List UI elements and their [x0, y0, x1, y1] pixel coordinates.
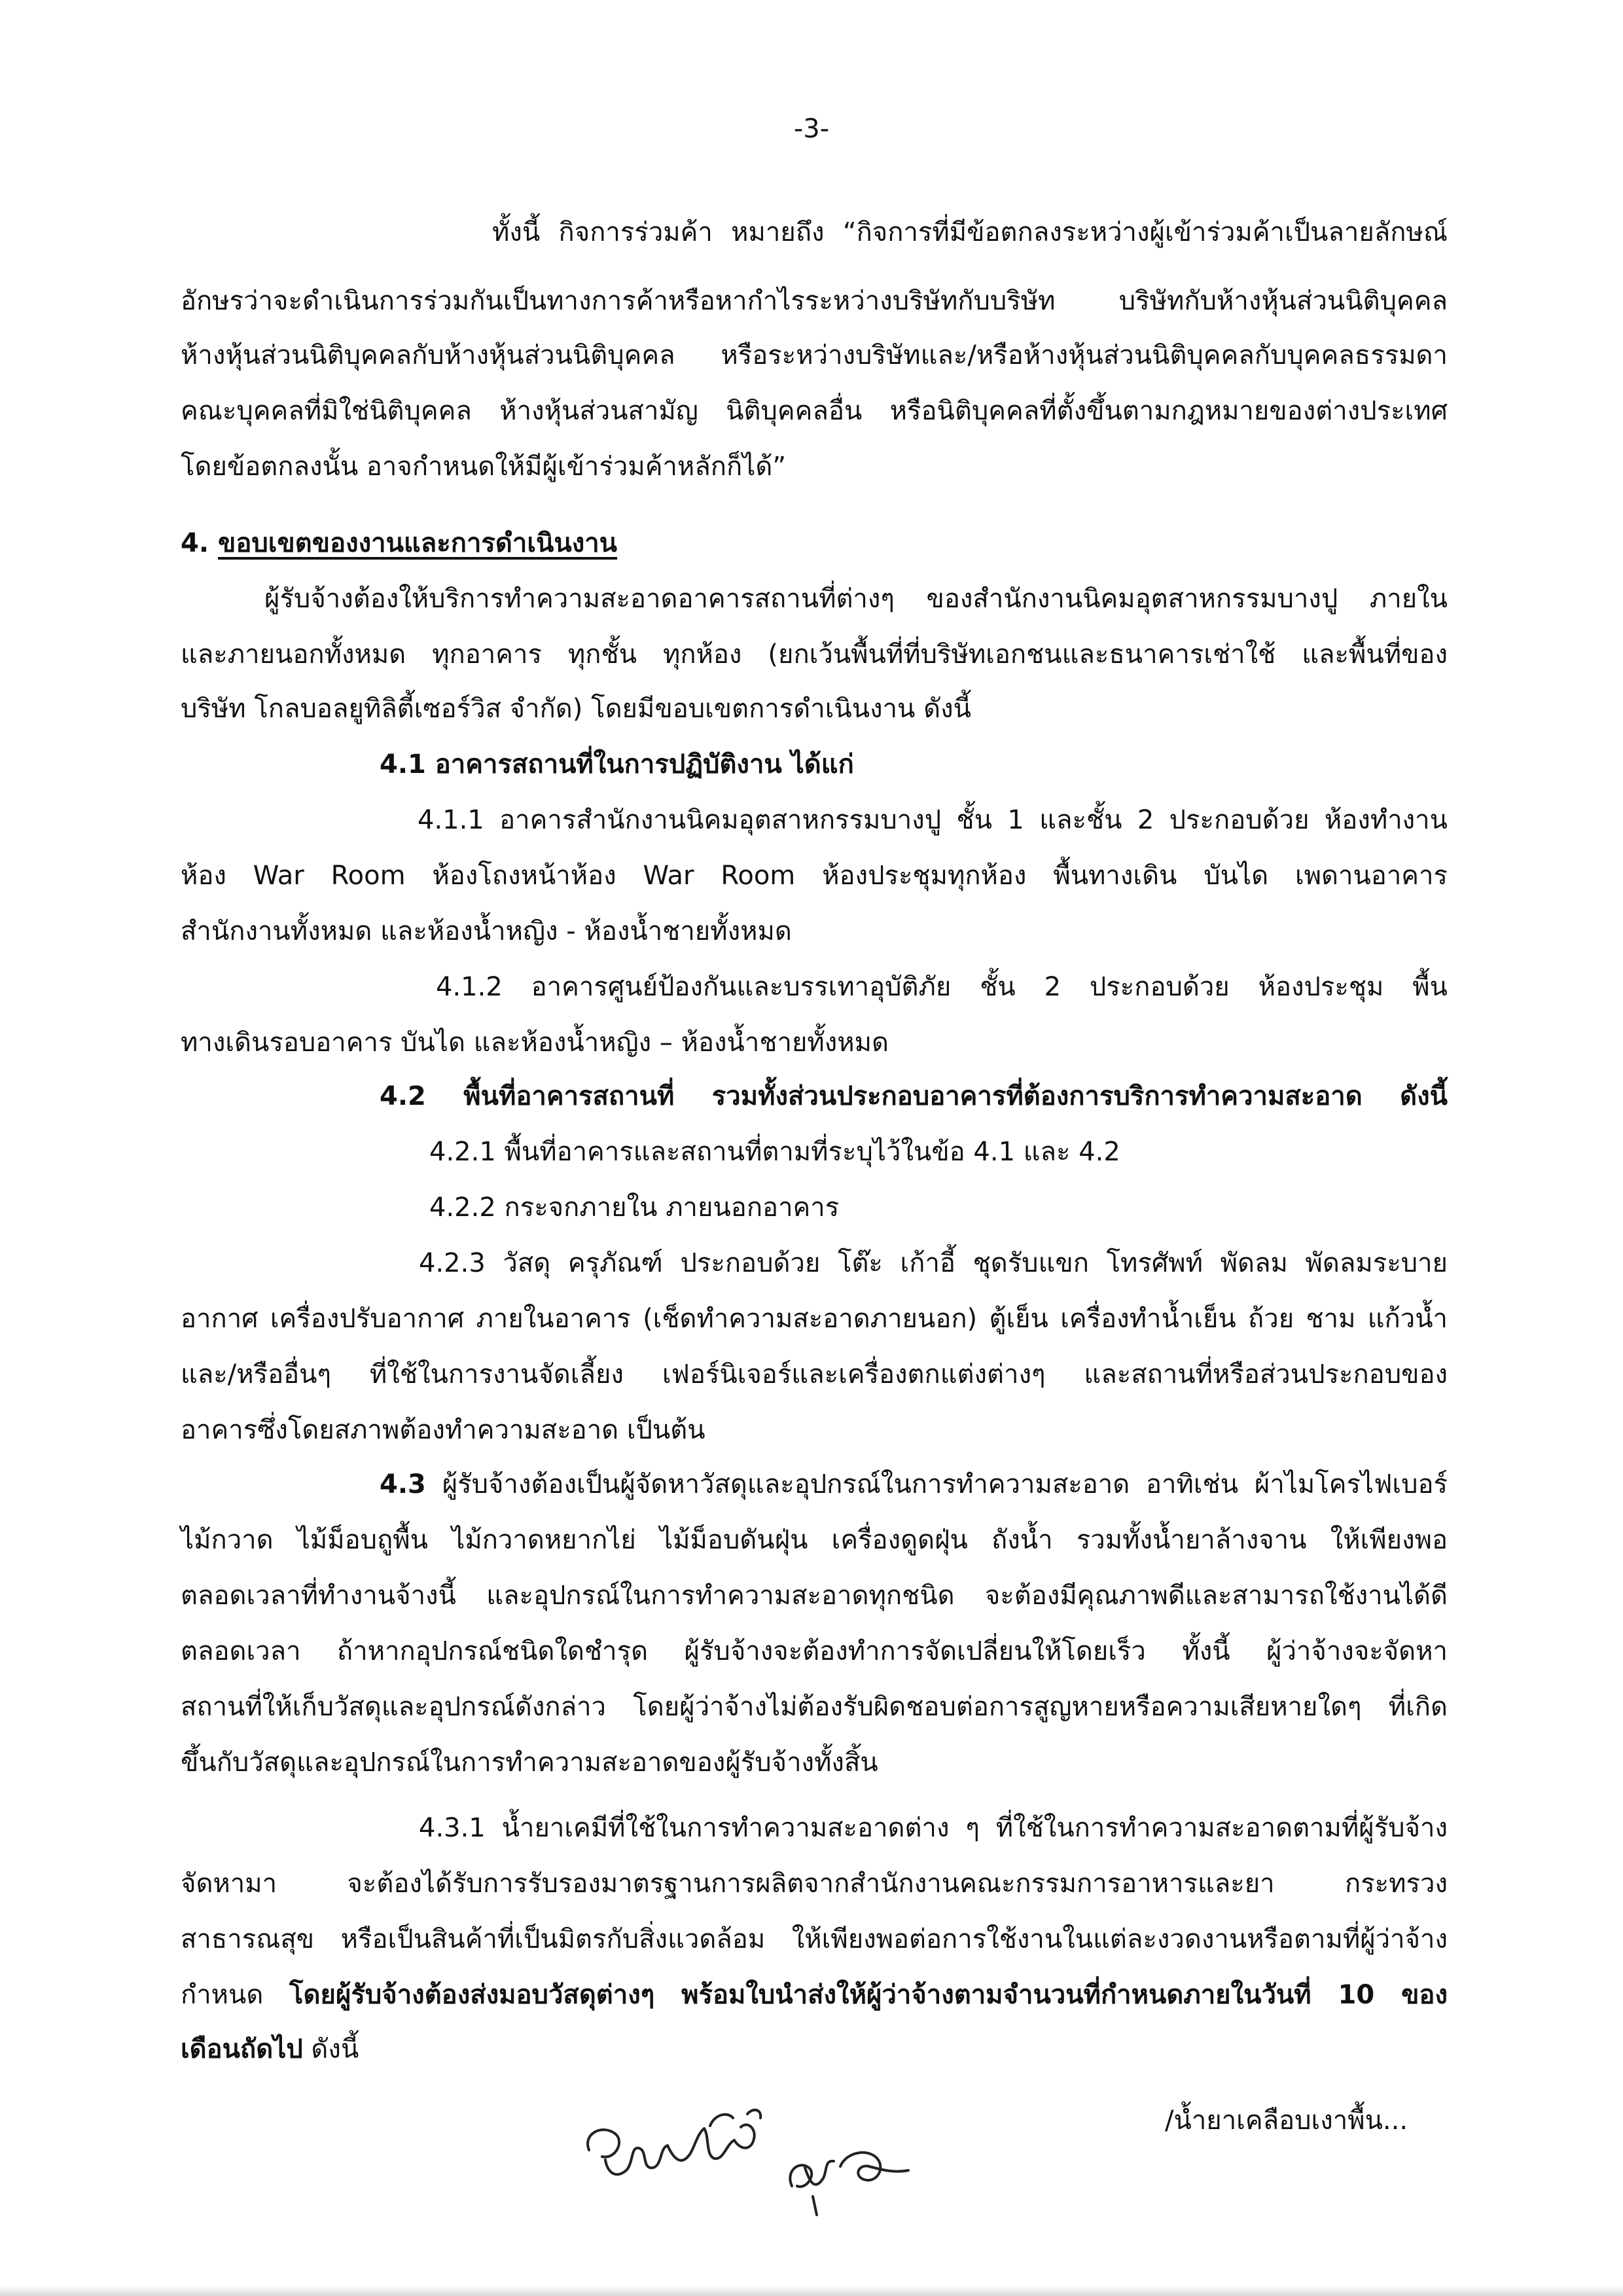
section-4-1-1-line-2: ห้อง War Room ห้องโถงหน้าห้อง War Room ห้องประชุมทุกห้อง พื้นทางเดิน บันได เพดานอาคาร [181, 861, 1448, 891]
section-4-intro-line-3: บริษัท โกลบอลยูทิลิตี้เซอร์วิส จำกัด) โดยมีขอบเขตการดำเนินงาน ดังนี้ [181, 694, 971, 724]
section-4-3-1-line-4 [181, 1979, 1448, 2011]
definition-line-2: อักษรว่าจะดำเนินการร่วมกันเป็นทางการค้าหรือหากำไรระหว่างบริษัทกับบริษัท บริษัทกับห้างหุ้นส่วนนิติบุคคล [181, 286, 1448, 316]
section-4-3-line-3: ตลอดเวลาที่ทำงานจ้างนี้ และอุปกรณ์ในการทำความสะอาดทุกชนิด จะต้องมีคุณภาพดีและสามารถใช้งานได้ดี [181, 1581, 1448, 1611]
handwritten-signatures [576, 2088, 916, 2219]
section-4-3-1-line-2: จัดหามา จะต้องได้รับการรับรองมาตรฐานการผลิตจากสำนักงานคณะกรรมการอาหารและยา กระทรวง [181, 1869, 1448, 1899]
section-4-heading [181, 527, 617, 560]
definition-line-1: ทั้งนี้ กิจการร่วมค้า หมายถึง “กิจการที่มีข้อตกลงระหว่างผู้เข้าร่วมค้าเป็นลายลักษณ์ [492, 217, 1448, 247]
section-4-3-line-4: ตลอดเวลา ถ้าหากอุปกรณ์ชนิดใดชำรุด ผู้รับจ้างจะต้องทำการจัดเปลี่ยนให้โดยเร็ว ทั้งนี้ ผู้ว่าจ้างจะจัดหา [181, 1636, 1448, 1666]
section-4-intro-line-1: ผู้รับจ้างต้องให้บริการทำความสะอาดอาคารสถานที่ต่างๆ ของสำนักงานนิคมอุตสาหกรรมบางปู ภายใน [264, 584, 1448, 614]
section-4-1-2-line-1: 4.1.2 อาคารศูนย์ป้องกันและบรรเทาอุบัติภัย ชั้น 2 ประกอบด้วย ห้องประชุม พื้น [436, 972, 1448, 1002]
scan-bottom-edge [0, 2286, 1623, 2296]
section-4-2-2: 4.2.2 กระจกภายใน ภายนอกอาคาร [429, 1193, 840, 1223]
section-4-3-line-1-text: ผู้รับจ้างต้องเป็นผู้จัดหาวัสดุและอุปกรณ์ในการทำความสะอาด อาทิเช่น ผ้าไมโครไฟเบอร์ [425, 1469, 1448, 1499]
section-4-3-1-line-1: 4.3.1 น้ำยาเคมีที่ใช้ในการทำความสะอาดต่าง ๆ ที่ใช้ในการทำความสะอาดตามที่ผู้รับจ้าง [419, 1813, 1448, 1843]
section-4-2-1: 4.2.1 พื้นที่อาคารและสถานที่ตามที่ระบุไว้ในข้อ 4.1 และ 4.2 [429, 1137, 1120, 1167]
section-4-2-3-line-2: อากาศ เครื่องปรับอากาศ ภายในอาคาร (เช็ดทำความสะอาดภายนอก) ตู้เย็น เครื่องทำน้ำเย็น ถ้วย ชาม แก้วน้ำ [181, 1304, 1448, 1334]
section-4-3-1-line-3: สาธารณสุข หรือเป็นสินค้าที่เป็นมิตรกับสิ่งแวดล้อม ให้เพียงพอต่อการใช้งานในแต่ละงวดงานหรือตามที่ผู้ว่าจ้าง [181, 1924, 1448, 1954]
section-4-3-1-line-5-plain: ดังนี้ [302, 2034, 359, 2064]
section-4-2-3-line-4: อาคารซึ่งโดยสภาพต้องทำความสะอาด เป็นต้น [181, 1415, 705, 1445]
section-4-3-line-6: ขึ้นกับวัสดุและอุปกรณ์ในการทำความสะอาดของผู้รับจ้างทั้งสิ้น [181, 1748, 878, 1778]
page-number: -3- [793, 114, 830, 144]
section-4-1-2-line-2: ทางเดินรอบอาคาร บันได และห้องน้ำหญิง – ห้องน้ำชายทั้งหมด [181, 1028, 889, 1058]
section-4-2-3-line-1: 4.2.3 วัสดุ ครุภัณฑ์ ประกอบด้วย โต๊ะ เก้าอี้ ชุดรับแขก โทรศัพท์ พัดลม พัดลมระบาย [419, 1248, 1448, 1278]
section-4-3-1-line-5-bold: เดือนถัดไป [181, 2034, 303, 2064]
section-4-1-1-line-1: 4.1.1 อาคารสำนักงานนิคมอุตสาหกรรมบางปู ชั้น 1 และชั้น 2 ประกอบด้วย ห้องทำงาน [418, 805, 1448, 835]
section-4-3-line-2: ไม้กวาด ไม้ม็อบถูพื้น ไม้กวาดหยากไย่ ไม้ม็อบดันฝุ่น เครื่องดูดฝุ่น ถังน้ำ รวมทั้งน้ำยาล้างจาน ให้เพียงพอ [181, 1525, 1448, 1555]
continuation-text: /น้ำยาเคลือบเงาพื้น... [1165, 2106, 1408, 2136]
section-4-3-number: 4.3 [380, 1469, 426, 1499]
section-4-3-1-line-4-plain: กำหนด [181, 1980, 290, 2010]
section-4-1-heading: 4.1 อาคารสถานที่ในการปฏิบัติงาน ได้แก่ [380, 749, 854, 780]
section-4-title: ขอบเขตของงานและการดำเนินงาน [217, 528, 618, 558]
section-4-intro-line-2: และภายนอกทั้งหมด ทุกอาคาร ทุกชั้น ทุกห้อง (ยกเว้นพื้นที่ที่บริษัทเอกชนและธนาคารเช่าใช้ และพื้นที่ของ [181, 639, 1448, 670]
definition-line-5: โดยข้อตกลงนั้น อาจกำหนดให้มีผู้เข้าร่วมค้าหลักก็ได้” [181, 452, 787, 482]
section-4-number: 4. [181, 528, 209, 558]
signature-1 [588, 2110, 760, 2174]
section-4-2-heading: 4.2 พื้นที่อาคารสถานที่ รวมทั้งส่วนประกอบอาคารที่ต้องการบริการทำความสะอาด ดังนี้ [380, 1081, 1448, 1111]
signature-2 [790, 2153, 908, 2215]
section-4-1-1-line-3: สำนักงานทั้งหมด และห้องน้ำหญิง - ห้องน้ำชายทั้งหมด [181, 916, 792, 946]
section-4-3-1-line-4-bold: โดยผู้รับจ้างต้องส่งมอบวัสดุต่างๆ พร้อมใบนำส่งให้ผู้ว่าจ้างตามจำนวนที่กำหนดภายในวันที่ 10 ของ [289, 1980, 1448, 2010]
section-4-3-1-line-5 [181, 2033, 359, 2066]
definition-line-3: ห้างหุ้นส่วนนิติบุคคลกับห้างหุ้นส่วนนิติบุคคล หรือระหว่างบริษัทและ/หรือห้างหุ้นส่วนนิติบุคคลกับบุคคลธรรมดา [181, 340, 1448, 370]
definition-line-4: คณะบุคคลที่มิใช่นิติบุคคล ห้างหุ้นส่วนสามัญ นิติบุคคลอื่น หรือนิติบุคคลที่ตั้งขึ้นตามกฎหมายของต่างประเทศ [181, 396, 1448, 426]
section-4-2-3-line-3: และ/หรืออื่นๆ ที่ใช้ในการงานจัดเลี้ยง เฟอร์นิเจอร์และเครื่องตกแต่งต่างๆ และสถานที่หรือส่วนประกอบของ [181, 1359, 1448, 1390]
section-4-3-line-1 [380, 1468, 1448, 1501]
section-4-3-line-5: สถานที่ให้เก็บวัสดุและอุปกรณ์ดังกล่าว โดยผู้ว่าจ้างไม่ต้องรับผิดชอบต่อการสูญหายหรือความเสียหายใดๆ ที่เกิด [181, 1692, 1448, 1722]
